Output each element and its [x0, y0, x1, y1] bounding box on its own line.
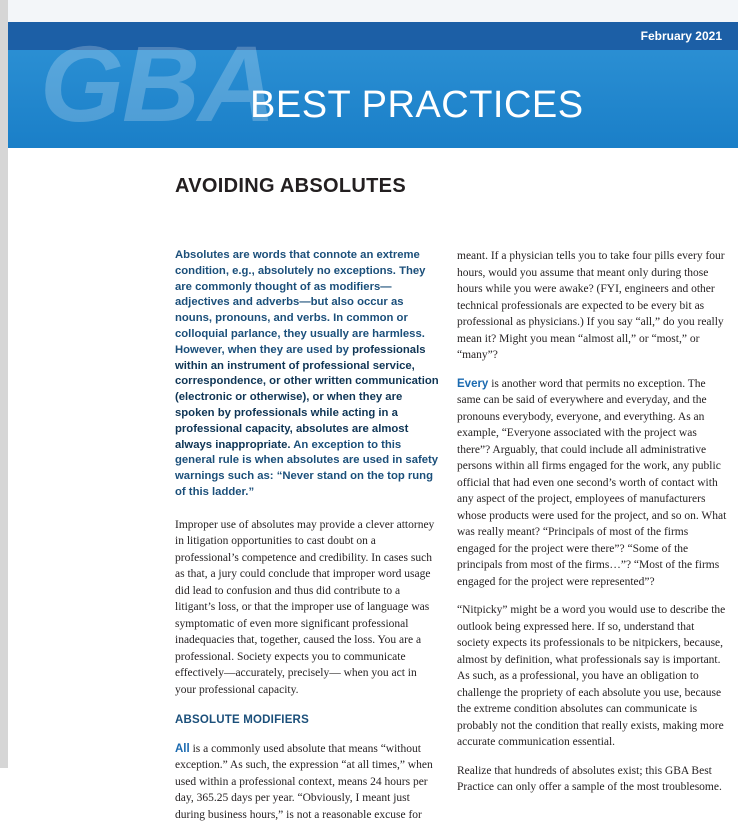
all-keyword: All [175, 742, 190, 755]
realize-paragraph: Realize that hundreds of absolutes exist; this GBA Best Practice can only offer a sample of the most troublesome. [457, 764, 722, 793]
gba-logo-watermark: GBA [40, 23, 274, 144]
intro-text-c: An exception to this general rule is when absolutes are used in safety warnings such as: “Never stand on the top rung of this ladder.” [175, 438, 439, 498]
all-text: is a commonly used absolute that means “without exception.” As such, the expression “at all times,” when used within a professional context, means 24 hours per day, 365.25 days per year. “Obviously, I meant just during business hours,” is not a reasonable excuse for [175, 742, 433, 821]
every-text: is another word that permits no exception. The same can be said of everywhere and everyday, and the pronouns everybody, everyone, and everything. As an example, “Everyone associated with the project was there”? Arguably, that could include all administrative persons within all firms engaged for the work, any public official that had even one second’s worth of contact with any aspect of the project, employees of manufacturers whose products were used for the project, and so on. What was really meant? “Principals of most of the firms engaged for the project were there”? “Some of the principals from most of the firms…”? “Most of the firms engaged for the project were represented”? [457, 377, 727, 588]
intro-text-b: professionals within an instrument of professional service, correspondence, or other written communication (electronic or otherwise), or when they are spoken by professionals while acting in a professional capacity, absolutes are almost always inappropriate. [175, 343, 439, 451]
newsletter-header [8, 0, 738, 148]
absolute-modifiers-heading: ABSOLUTE MODIFIERS [175, 714, 309, 727]
article-column-left [175, 248, 440, 835]
article-column-right [457, 248, 727, 808]
intro-text-a: Absolutes are words that connote an extreme condition, e.g., absolutely no exceptions. They are commonly thought of as modifiers—adjectives and adverbs—but also occur as nouns, pronouns, and verbs. In common or colloquial parlance, they usually are harmless. However, when they are used by [175, 249, 426, 356]
nitpicky-paragraph: “Nitpicky” might be a word you would use to describe the outlook being expressed here. If so, understand that society expects its professionals to be nitpickers, because, almost by definition, what professionals say is important. As such, as a professional, you have an obligation to challenge the propriety of each absolute you use, because the extreme condition absolutes can communicate is probably not the condition that really exists, making more accurate communication essential. [457, 604, 726, 748]
article-title: AVOIDING ABSOLUTES [175, 175, 406, 197]
every-keyword: Every [457, 377, 489, 390]
intro-paragraph [175, 248, 440, 501]
meant-paragraph: meant. If a physician tells you to take four pills every four hours, would you assume that meant only during those hours while you were awake? (FYI, engineers and other technical professionals are expected to be every bit as professional as physicians.) If you say “all,” do you really mean it? Might you mean “almost all,” or “most,” or “many”? [457, 250, 725, 361]
issue-date: February 2021 [640, 29, 722, 43]
header-top-strip [8, 0, 738, 22]
page-left-edge [0, 0, 8, 768]
improper-use-paragraph: Improper use of absolutes may provide a clever attorney in litigation opportunities to cast doubt on a professional’s competence and credibility. In cases such as that, a jury could conclude that improper word usage did lead to confusion and thus did contribute to a litigant’s loss, or that the improper use of language was symptomatic of even more significant professional inadequacies that, together, caused the loss. You are a professional. Society expects you to communicate effectively—accurately, precisely— when you act in your professional capacity. [175, 518, 435, 696]
series-title: BEST PRACTICES [250, 84, 584, 126]
all-paragraph [175, 741, 440, 824]
every-paragraph [457, 376, 727, 591]
